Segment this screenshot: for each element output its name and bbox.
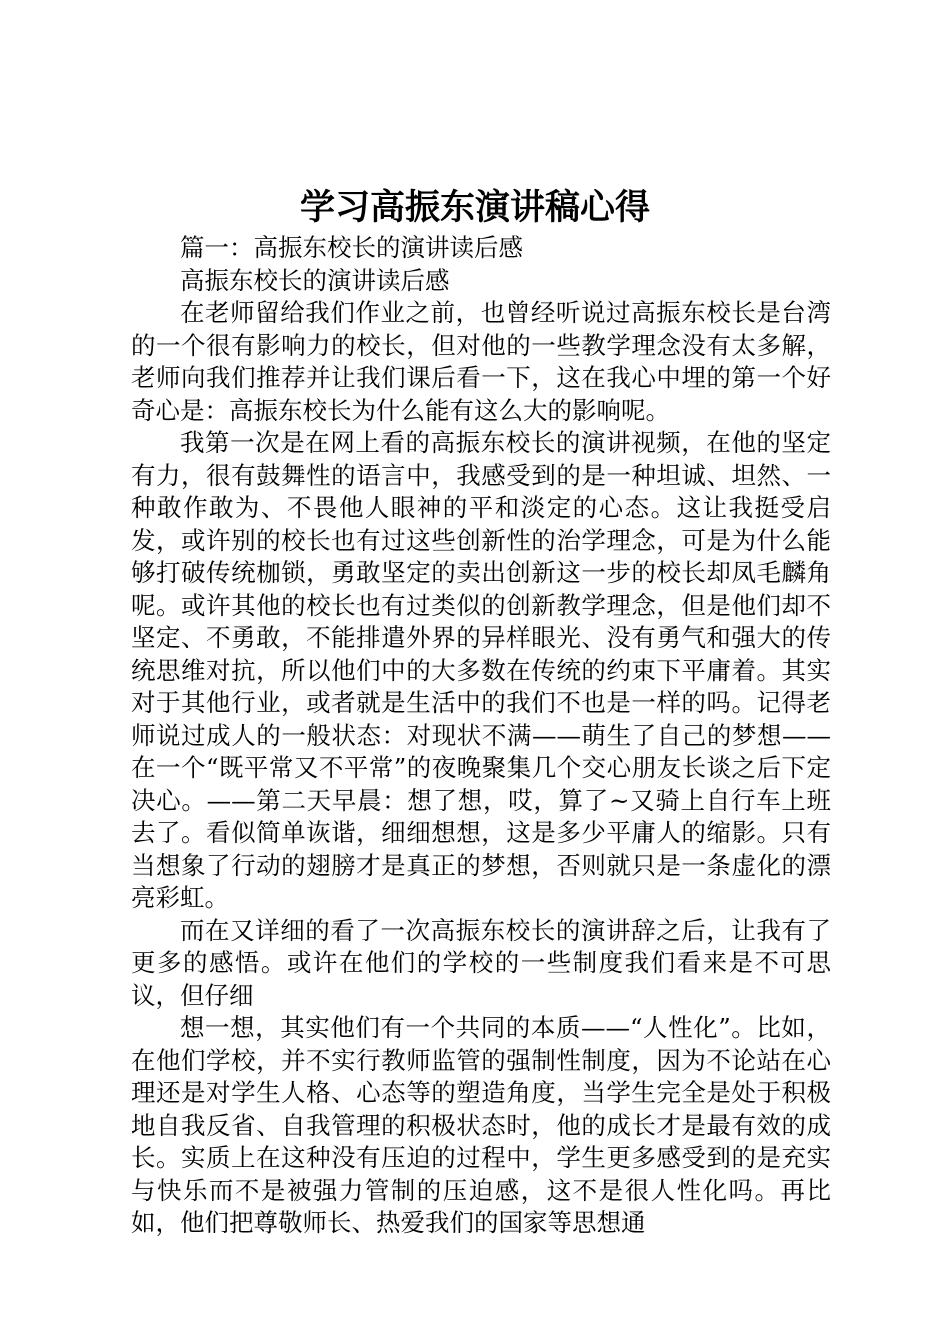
paragraph: 想一想，其实他们有一个共同的本质——“人性化”。比如，在他们学校，并不实行教师监管的强制性制度，因为不论站在心理还是对学生人格、心态等的塑造角度，当学生完全是处于积极地自我反省、自我管理的积极状态时，他的成长才是最有效的成长。实质上在这种没有压迫的过程中，学生更多感受到的是充实与快乐而不是被强力管制的压迫感，这不是很人性化吗。再比如，他们把尊敬师长、热爱我们的国家等思想通: [131, 1013, 831, 1237]
paragraph: 在老师留给我们作业之前，也曾经听说过高振东校长是台湾的一个很有影响力的校长，但对他的一些教学理念没有太多解，老师向我们推荐并让我们课后看一下，这在我心中埋的第一个好奇心是：高振东校长为什么能有这么大的影响呢。: [131, 298, 831, 425]
document-body: [131, 232, 831, 1240]
paragraph: 而在又详细的看了一次高振东校长的演讲辞之后，让我有了更多的感悟。或许在他们的学校的一些制度我们看来是不可思议，但仔细: [131, 915, 831, 1010]
article-subtitle: 高振东校长的演讲读后感: [180, 265, 450, 295]
section-heading: 篇一：高振东校长的演讲读后感: [180, 233, 523, 262]
document-title: 学习高振东演讲稿心得: [299, 188, 650, 228]
paragraph: 我第一次是在网上看的高振东校长的演讲视频，在他的坚定有力，很有鼓舞性的语言中，我感受到的是一种坦诚、坦然、一种敢作敢为、不畏他人眼神的平和淡定的心态。这让我挺受启发，或许别的校长也有过这些创新性的治学理念，可是为什么能够打破传统枷锁，勇敢坚定的卖出创新这一步的校长却凤毛麟角呢。或许其他的校长也有过类似的创新教学理念，但是他们却不坚定、不勇敢，不能排遣外界的异样眼光、没有勇气和强大的传统思维对抗，所以他们中的大多数在传统的约束下平庸着。其实对于其他行业，或者就是生活中的我们不也是一样的吗。记得老师说过成人的一般状态：对现状不满——萌生了自己的梦想——在一个“既平常又不平常”的夜晚聚集几个交心朋友长谈之后下定决心。——第二天早晨：想了想，哎，算了~又骑上自行车上班去了。看似简单诙谐，细细想想，这是多少平庸人的缩影。只有当想象了行动的翅膀才是真正的梦想，否则就只是一条虚化的漂亮彩虹。: [131, 428, 831, 912]
